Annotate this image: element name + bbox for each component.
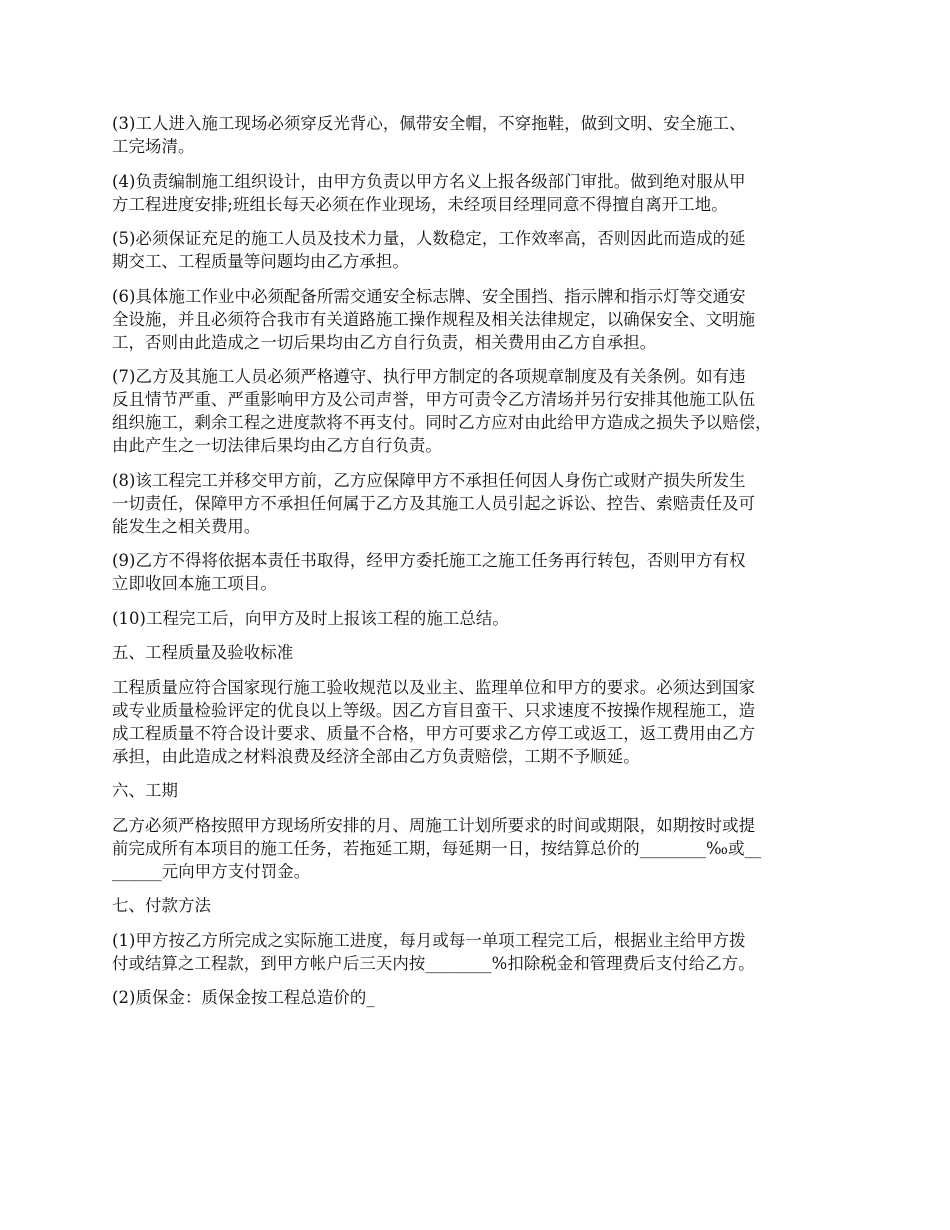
clause-9 — [112, 549, 852, 595]
text-line: 期交工、工程质量等问题均由乙方承担。 — [112, 252, 409, 271]
clause-4 — [112, 170, 852, 216]
text-line: 前完成所有本项目的施工任务，若拖延工期，每延期一日，按结算总价的________‰或__ — [112, 838, 762, 858]
heading-text: 七、付款方法 — [112, 896, 211, 915]
text-line: (9)乙方不得将依据本责任书取得，经甲方委托施工之施工任务再行转包，否则甲方有权 — [112, 551, 746, 570]
section-heading-schedule — [112, 779, 852, 802]
heading-text: 六、工期 — [112, 781, 178, 800]
text-line: 工，否则由此造成之一切后果均由乙方自行负责，相关费用由乙方自承担。 — [112, 332, 657, 352]
text-line: 付或结算之工程款，到甲方帐户后三天内按________%扣除税金和管理费后支付给乙方。 — [112, 953, 755, 973]
section-heading-quality — [112, 641, 852, 664]
text-line: (1)甲方按乙方所完成之实际施工进度，每月或每一单项工程完工后，根据业主给甲方拨 — [112, 930, 746, 950]
text-line: (7)乙方及其施工人员必须严格遵守、执行甲方制定的各项规章制度及有关条例。如有违 — [112, 367, 746, 386]
clause-6 — [112, 285, 852, 354]
clause-8 — [112, 469, 852, 538]
text-line: 由此产生之一切法律后果均由乙方自行负责。 — [112, 436, 442, 455]
text-line: 工程质量应符合国家现行施工验收规范以及业主、监理单位和甲方的要求。必须达到国家 — [112, 677, 756, 697]
section-heading-payment — [112, 894, 852, 917]
payment-clause-2 — [112, 986, 852, 1009]
text-line: 方工程进度安排;班组长每天必须在作业现场，未经项目经理同意不得擅自离开工地。 — [112, 194, 728, 214]
clause-3 — [112, 112, 852, 158]
heading-text: 五、工程质量及验收标准 — [112, 643, 294, 662]
text-line: (8)该工程完工并移交甲方前，乙方应保障甲方不承担任何因人身伤亡或财产损失所发生 — [112, 470, 746, 490]
text-line: 组织施工，剩余工程之进度款将不再支付。同时乙方应对由此给甲方造成之损失予以赔偿， — [112, 413, 772, 432]
text-line: 能发生之相关费用。 — [112, 516, 261, 536]
text-line: (2)质保金：质保金按工程总造价的_ — [112, 988, 375, 1007]
text-line: 工完场清。 — [112, 137, 195, 156]
text-line: (6)具体施工作业中必须配备所需交通安全标志牌、安全围挡、指示牌和指示灯等交通安 — [112, 286, 746, 306]
text-line: (3)工人进入施工现场必须穿反光背心，佩带安全帽，不穿拖鞋，做到文明、安全施工、 — [112, 114, 746, 133]
text-line: 一切责任，保障甲方不承担任何属于乙方及其施工人员引起之诉讼、控告、索赔责任及可 — [112, 493, 756, 513]
document-page — [112, 112, 852, 1021]
text-line: (10)工程完工后，向甲方及时上报该工程的施工总结。 — [112, 608, 509, 628]
text-line: (5)必须保证充足的施工人员及技术力量，人数稳定，工作效率高，否则因此而造成的延 — [112, 229, 746, 248]
clause-10 — [112, 607, 852, 630]
text-line: (4)负责编制施工组织设计，由甲方负责以甲方名义上报各级部门审批。做到绝对服从甲 — [112, 171, 746, 191]
clause-7 — [112, 365, 852, 457]
text-line: 乙方必须严格按照甲方现场所安排的月、周施工计划所要求的时间或期限，如期按时或提 — [112, 815, 756, 835]
text-line: 全设施，并且必须符合我市有关道路施工操作规程及相关法律规定，以确保安全、文明施 — [112, 309, 756, 329]
text-line: ______元向甲方支付罚金。 — [112, 861, 311, 881]
text-line: 或专业质量检验评定的优良以上等级。因乙方盲目蛮干、只求速度不按操作规程施工，造 — [112, 700, 756, 720]
payment-clause-1 — [112, 929, 852, 975]
quality-paragraph — [112, 676, 852, 768]
text-line: 承担，由此造成之材料浪费及经济全部由乙方负责赔偿，工期不予顺延。 — [112, 746, 640, 766]
text-line: 成工程质量不符合设计要求、质量不合格，甲方可要求乙方停工或返工，返工费用由乙方 — [112, 723, 756, 743]
text-line: 立即收回本施工项目。 — [112, 574, 277, 593]
text-line: 反且情节严重、严重影响甲方及公司声誉，甲方可责令乙方清场并另行安排其他施工队伍 — [112, 390, 756, 409]
schedule-paragraph — [112, 814, 852, 883]
clause-5 — [112, 227, 852, 273]
